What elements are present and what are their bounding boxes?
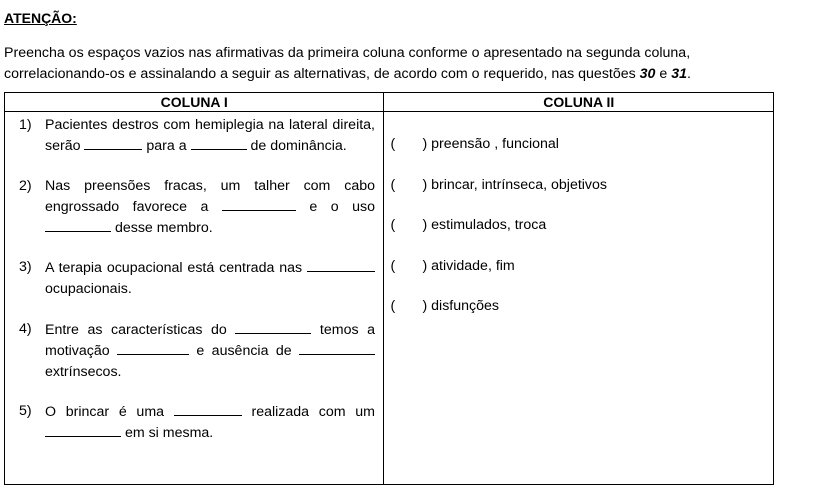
question-number-30: 30 [639, 66, 656, 82]
option-1[interactable]: ( ) preensão , funcional [390, 136, 559, 152]
statement-5: 5) O brincar é uma realizada com um em si mesma. [19, 402, 375, 442]
blank-field[interactable] [45, 217, 111, 232]
instructions [4, 43, 784, 85]
blank-field[interactable] [174, 401, 242, 416]
instructions-line-1: Preencha os espaços vazios nas afirmativas da primeira coluna conforme o apresentado na segunda coluna, [4, 45, 691, 61]
column-1 [5, 112, 384, 485]
column-2-header: COLUNA II [384, 93, 774, 112]
statement-1: 1) Pacientes destros com hemiplegia na lateral direita, serão para a de dominância. [19, 117, 375, 155]
blank-field[interactable] [45, 422, 121, 437]
blank-field[interactable] [307, 257, 375, 272]
statement-3: 3) A terapia ocupacional está centrada nas ocupacionais. [5, 257, 383, 299]
matching-table [4, 92, 774, 485]
option-5[interactable]: ( ) disfunções [390, 298, 499, 315]
blank-field[interactable] [235, 319, 311, 334]
option-2[interactable]: ( ) brincar, intrínseca, objetivos [390, 176, 608, 193]
option-4[interactable]: ( ) atividade, fim [390, 257, 515, 274]
statement-4: 4) Entre as características do temos a motivação e ausência de extrínsecos. [19, 321, 375, 380]
blank-field[interactable] [191, 135, 247, 150]
question-number-31: 31 [671, 66, 688, 82]
blank-field[interactable] [117, 340, 189, 355]
option-3[interactable]: ( ) estimulados, troca [390, 217, 547, 234]
page-heading: ATENÇÃO: [4, 10, 77, 26]
blank-field[interactable] [222, 196, 296, 211]
instructions-line-2: correlacionando-os e assinalando a seguir as alternativas, de acordo com o requerido, nas questões 30 e 31. [4, 66, 691, 82]
column-1-header: COLUNA I [5, 93, 384, 112]
blank-field[interactable] [84, 135, 142, 150]
statement-2: 2) Nas preensões fracas, um talher com cabo engrossado favorece a e o uso desse membro. [19, 177, 376, 237]
column-2 [384, 112, 774, 485]
blank-field[interactable] [299, 340, 375, 355]
